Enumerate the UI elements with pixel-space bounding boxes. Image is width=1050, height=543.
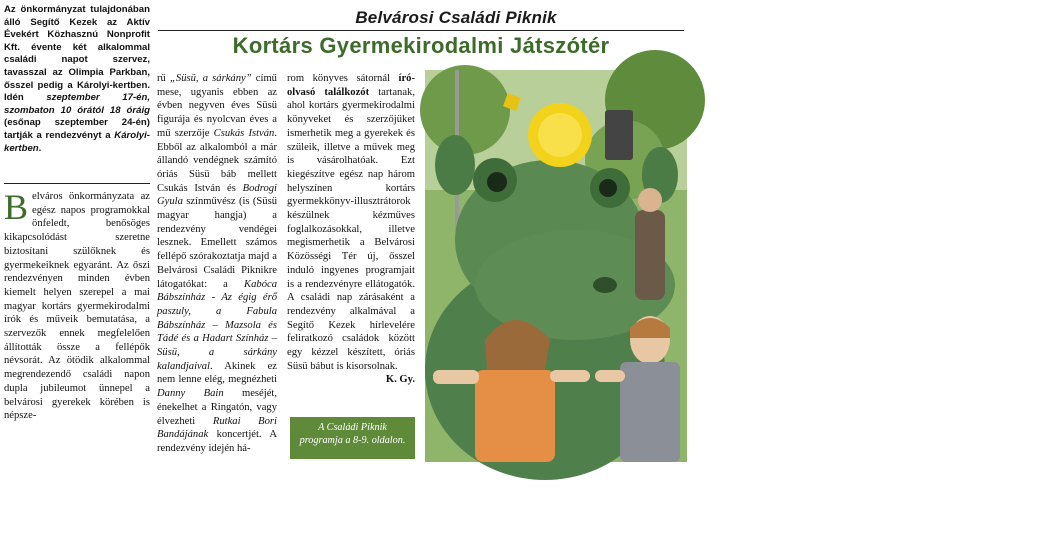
dragon-photo-illustration [425,70,687,462]
col2-text-5: . Akinek ez nem lenne elég, megnézheti [157,360,277,386]
callout-text: A Családi Piknik programja a 8-9. oldalon. [299,422,406,446]
storyteller-name: Danny Bain [157,388,224,400]
photo-credit: Fotó: Santa Balázs [1029,522,1050,543]
article-signature: K. Gy. [385,374,415,386]
page-kicker: Belvárosi Családi Piknik [355,8,557,27]
band-name: Rutkai Bori Bandájának [157,415,277,441]
column1-text: elváros önkormányzata az egész napos programokkal önfeledt, benősöges kikapcsolódást szeretne biztosítani szülőknek és gyermekeiknek egyaránt. Az őszi rendezvényen minden évben kiemelt helyen szerepel a mai magyar kortárs gyermekirodalmi írók és műveik bemutatása, a szervezők ennek megfelelően állították össze a fellépők névsorát. Az ötödik alkalommal megrendezendő családi napon dupla jubileumot ünnepel a belvárosi gyerekek körében is népsze- [4,191,150,422]
intro-date: szeptember 17-én, szombaton 10 órától 18 óráig [4,92,151,116]
reading-meeting: író-olvasó találkozót [287,73,415,98]
actor-name: Bodrogi Gyula [157,182,277,208]
intro-text-1: Az önkormányzat tulajdonában álló Segítő Kezek az Aktív Évekért Közhasznú Nonprofit Kft. évente két alkalommal családi napot szervez, tavasszal az Olimpia Parkban, ősszel pedig a Károlyi-kertben. Idén [4,4,150,104]
intro-text-2: (esőnap szeptember 24-én) tartják a rendezvényt a [4,117,150,141]
theatre-list: Kabóca Bábszínház - Az égig érő paszuly, a Fabula Bábszínház – Mazsola és Tádé és a Hadart Színház – Süsü, a sárkány kalandjaival [157,278,277,372]
article-headline: Kortárs Gyermekirodalmi Játszótér [232,33,610,58]
intro-divider [4,183,150,184]
col2-text-3: . Ebből az alkalomból a már állandó vendégnek számító óriás Süsü báb mellett Csukás István és [157,127,277,194]
article-photo [425,70,1050,543]
col2-text-4: színművész (is (Süsü magyar hangja) a rendezvény vendégei lesznek. Emellett számos fellépő szórakoztatja majd a Belvárosi Családi Piknikre látogatókat: a [157,196,277,290]
book-title: „Süsü, a sárkány” [170,73,252,84]
intro-venue: Károlyi-kertben [4,129,150,154]
col2-text-7: koncertjét. A rendezvény idején há- [157,429,277,454]
col2-text-6: meséjét, énekelhet a Ringatón, vagy élvezheti [157,388,277,427]
body-column-3 [287,72,415,387]
kicker-divider [158,30,684,31]
body-column-1 [4,187,150,423]
col3-text-2: tartanak, ahol kortárs gyermekirodalmi könyveket és szerzőjüket ismerhetik meg a gyerekek és szüleik, illetve a művek meg is vásárolhatóak. Ezt kiegészítve egész nap három helyszínen kortárs gyermekkönyv-illusztrátorok készülnek kézműves foglalkozásokkal, illetve megismerhetik a Belvárosi Közösségi Tér új, ősszel induló ingyenes programjait is a rendezvényre ellátogatók. A családi nap zárásaként a rendezvény alkalmával a Segítő Kezek hírlevelére feliratkozó családok között egy kézzel készített, óriás Süsü bábut is kisorsolnak. [287,86,415,372]
intro-paragraph [4,4,150,155]
drop-cap: B [4,187,29,227]
body-column-2 [157,72,277,456]
author-name: Csukás István [213,127,275,139]
col3-text-1: rom könyves sátornál [287,73,399,84]
intro-text-3: . [38,142,42,154]
col2-text-1: rű [157,73,170,84]
program-callout [290,417,415,459]
col2-text-2: című mese, ugyanis ebben az évben negyven éves Süsü figurája és nyolcvan éves a mű szerzője [157,73,277,139]
